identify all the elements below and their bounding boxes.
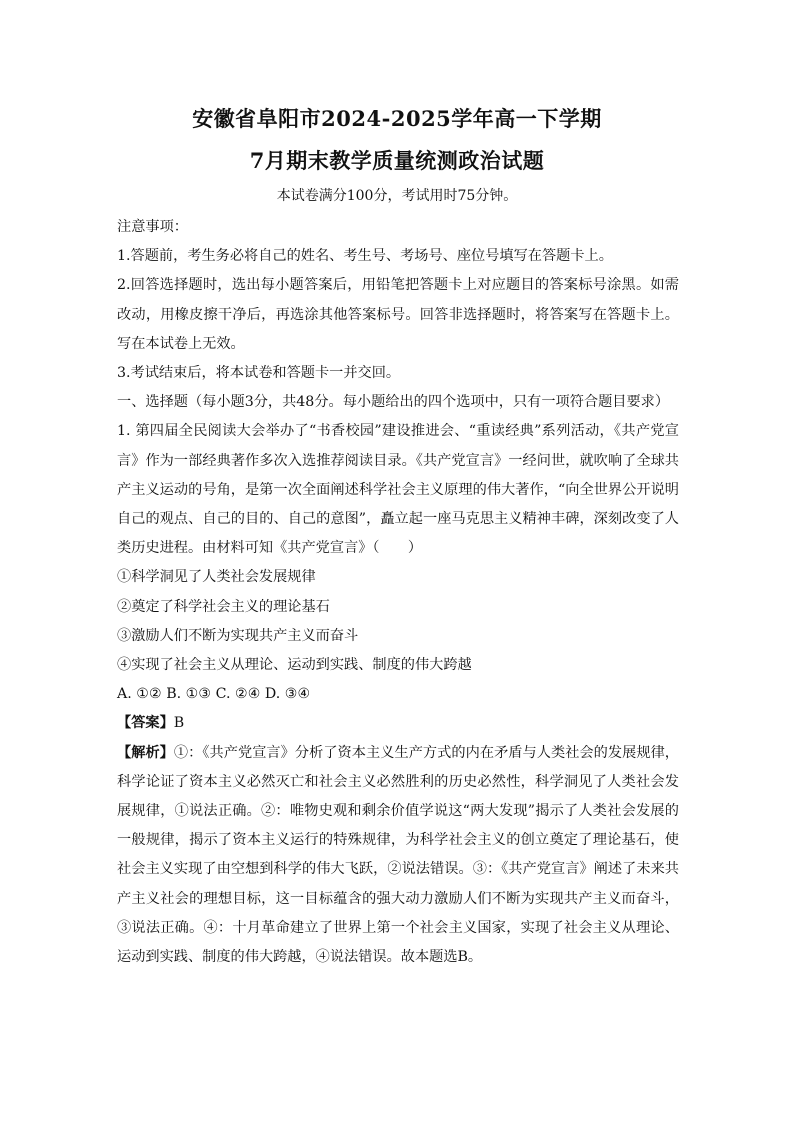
analysis-paragraph (117, 739, 679, 973)
analysis-text: ①：《共产党宣言》分析了资本主义生产方式的内在矛盾与人类社会的发展规律，科学论证了资本主义必然灭亡和社会主义必然胜利的历史必然性，科学洞见了人类社会发展规律，①说法正确。②：唯物史观和剩余价值学说这“两大发现”揭示了人类社会发展的一般规律，揭示了资本主义运行的特殊规律，为科学社会主义的创立奠定了理论基石，使社会主义实现了由空想到科学的伟大飞跃，②说法错误。③：《共产党宣言》阐述了未来共产主义社会的理想目标，这一目标蕴含的强大动力激励人们不断为实现共产主义而奋斗，③说法正确。④：十月革命建立了世界上第一个社会主义国家，实现了社会主义从理论、运动到实践、制度的伟大跨越，④说法错误。故本题选B。 (117, 744, 679, 966)
note-item-3: 3.考试结束后，将本试卷和答题卡一并交回。 (117, 365, 401, 382)
answer-options: A. ①② B. ①③ C. ②④ D. ③④ (117, 686, 311, 703)
section-heading: 一、选择题（每小题3分，共48分。每小题给出的四个选项中，只有一项符合题目要求） (117, 394, 670, 411)
statement-3: ③激励人们不断为实现共产主义而奋斗 (117, 627, 359, 644)
question-1-stem: 1. 第四届全民阅读大会举办了“书香校园”建设推进会、“重读经典”系列活动，《共产党宣言》作为一部经典著作多次入选推荐阅读目录。《共产党宣言》一经问世，就吹响了全球共产主义运动的号角，是第一次全面阐述科学社会主义原理的伟大著作，“向全世界公开说明自己的观点、自己的目的、自己的意图”，矗立起一座马克思主义精神丰碑，深刻改变了人类历史进程。由材料可知《共产党宣言》（ ） (117, 423, 679, 557)
note-item-1: 1.答题前，考生务必将自己的姓名、考生号、考场号、座位号填写在答题卡上。 (117, 248, 613, 265)
exam-body (117, 213, 679, 972)
answer-line (117, 709, 679, 738)
analysis-label: 【解析】 (117, 744, 174, 761)
answer-value: B (173, 715, 185, 732)
answer-label: 【答案】 (117, 715, 174, 732)
note-item-2: 2.回答选择题时，选出每小题答案后，用铅笔把答题卡上对应题目的答案标号涂黑。如需改动，用橡皮擦干净后，再选涂其他答案标号。回答非选择题时，将答案写在答题卡上。写在本试卷上无效。 (117, 277, 679, 352)
statement-1: ①科学洞见了人类社会发展规律 (117, 569, 316, 586)
statement-2: ②奠定了科学社会主义的理论基石 (117, 598, 330, 615)
notes-heading: 注意事项： (117, 219, 188, 235)
statement-4: ④实现了社会主义从理论、运动到实践、制度的伟大跨越 (117, 657, 472, 674)
exam-title-line1: 安徽省阜阳市2024-2025学年高一下学期 (192, 106, 602, 131)
exam-title-line2: 7月期末教学质量统测政治试题 (249, 148, 545, 173)
exam-subtitle: 本试卷满分100分，考试用时75分钟。 (276, 188, 518, 204)
